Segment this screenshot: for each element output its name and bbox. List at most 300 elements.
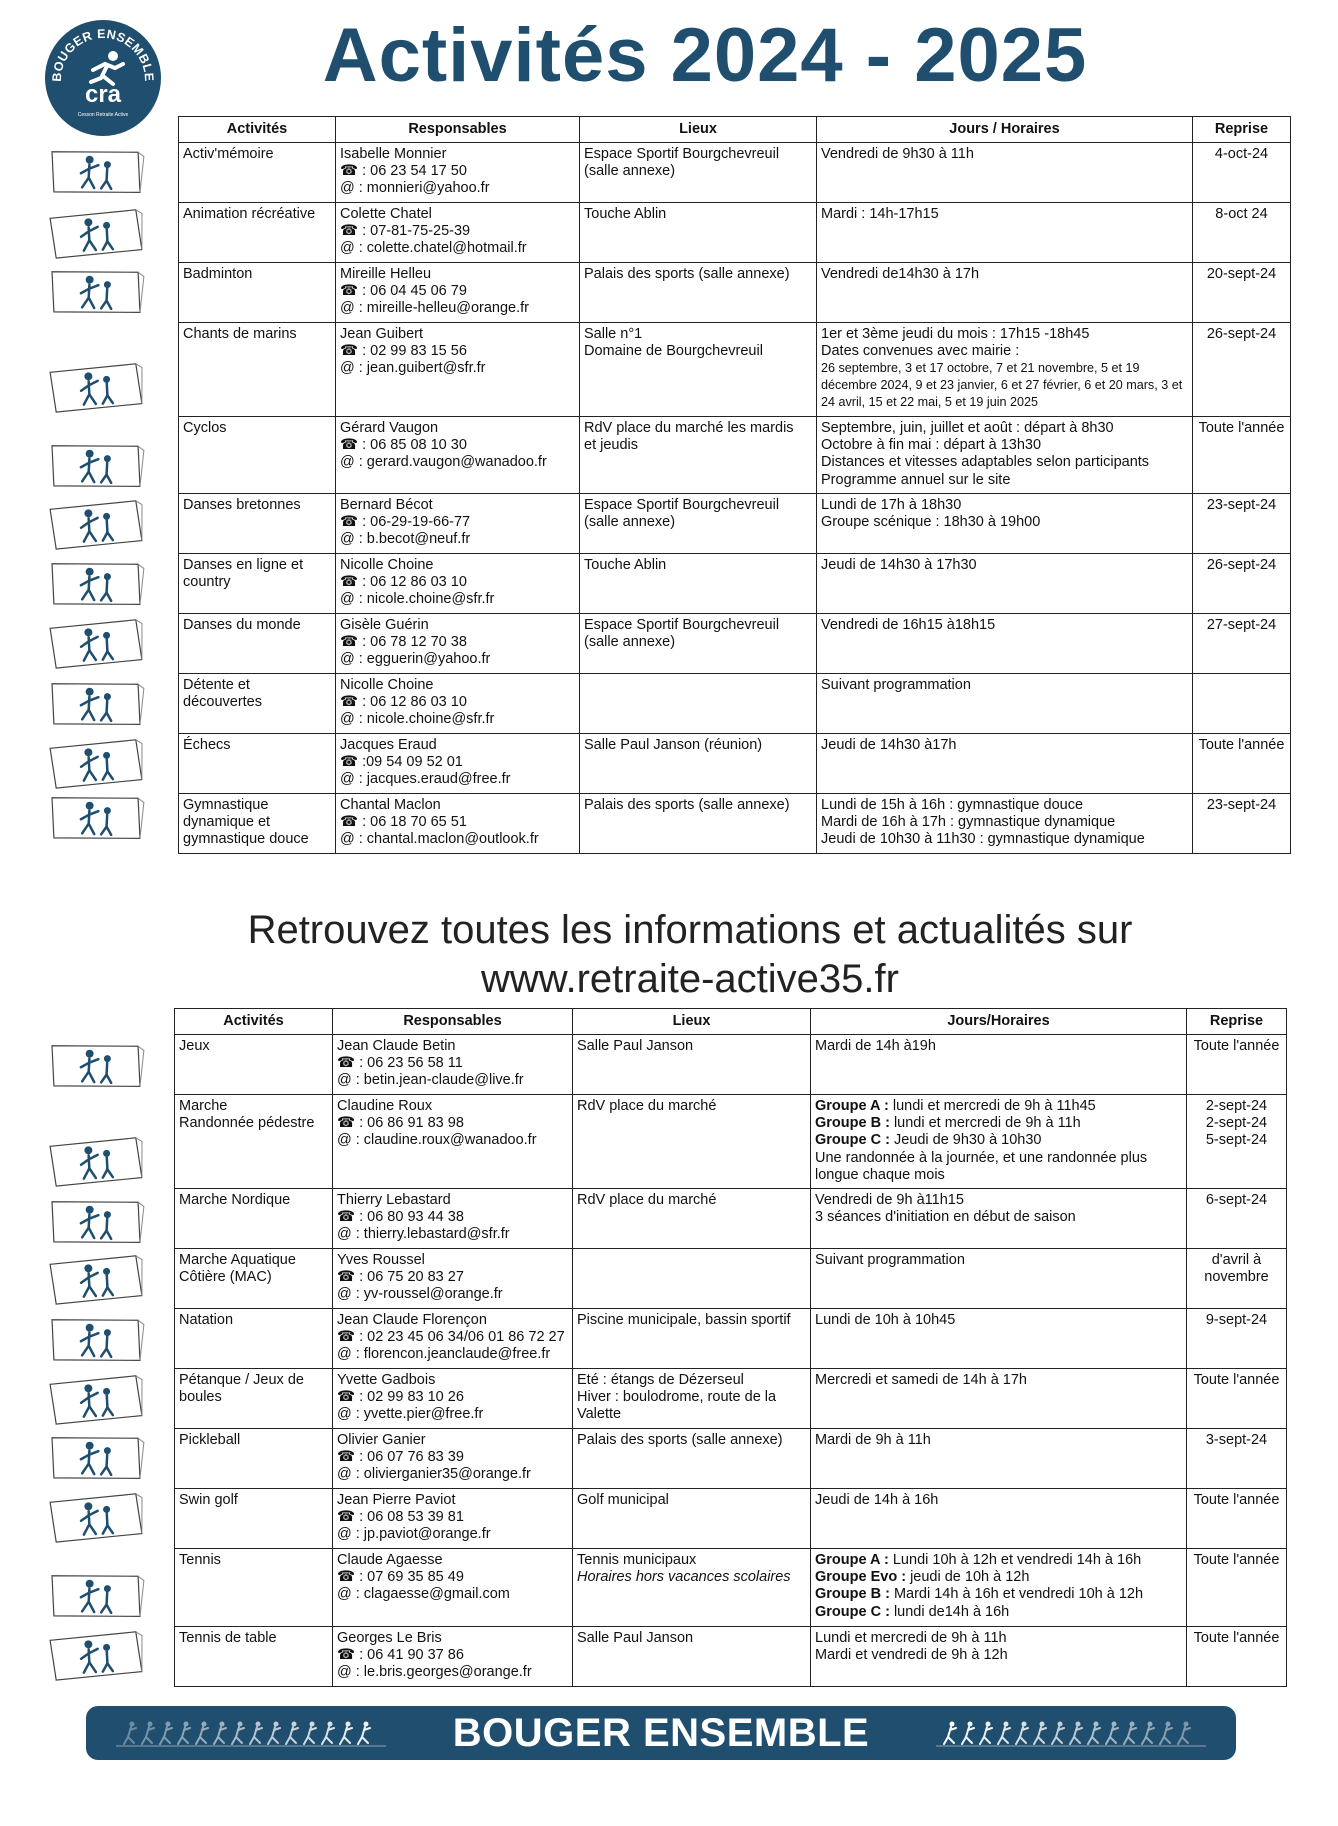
schedule-text: Mardi 14h à 16h et vendredi 10h à 12h [889, 1586, 1144, 1603]
cell-line: Salle Paul Janson (réunion) [584, 737, 763, 753]
cell-reprise [1193, 554, 1291, 614]
cell-reprise [1193, 674, 1291, 734]
table-row [179, 614, 1291, 674]
cell-line: Claudine Roux [337, 1098, 433, 1114]
cell-line: Touche Ablin [584, 206, 667, 222]
cell-jours [817, 614, 1193, 674]
table-row [175, 1035, 1287, 1095]
cell-line: gymnastique douce [183, 831, 309, 848]
cell-jours [811, 1095, 1187, 1189]
cell-line: Marche Nordique [179, 1192, 291, 1208]
logo-mark: cra [84, 81, 122, 108]
cell-line: Thierry Lebastard [337, 1192, 451, 1208]
cell-responsable [333, 1095, 573, 1189]
cell-line: Tennis [179, 1552, 221, 1568]
cell-lieu [573, 1627, 811, 1687]
cell-line: Salle Paul Janson [577, 1038, 694, 1054]
cell-responsable [336, 554, 580, 614]
cell-line: Bernard Bécot [340, 497, 433, 513]
cell-line: Espace Sportif Bourgchevreuil [584, 497, 780, 513]
cell-line: dynamique et [183, 814, 271, 831]
cell-line: Groupe scénique : 18h30 à 19h00 [821, 514, 1041, 531]
world-dance-icon [45, 618, 145, 670]
cell-line: @ : mireille-helleu@orange.fr [340, 300, 530, 317]
footer-banner [86, 1706, 1236, 1760]
cell-lieu [573, 1189, 811, 1249]
cell-reprise [1187, 1549, 1287, 1627]
cell-line: ☎ : 06-29-19-66-77 [340, 514, 471, 531]
table-row [179, 734, 1291, 794]
petanque-icon [45, 1374, 145, 1426]
cell-line: Horaires hors vacances scolaires [577, 1569, 791, 1586]
cell-jours [811, 1369, 1187, 1429]
cell-line: 27-sept-24 [1206, 617, 1277, 633]
cell-jours [811, 1627, 1187, 1687]
table-row [175, 1489, 1287, 1549]
cell-line: Jacques Eraud [340, 737, 437, 753]
cell-line: ☎ : 06 85 08 10 30 [340, 437, 467, 454]
cell-jours [817, 794, 1193, 854]
cell-line: (salle annexe) [584, 514, 676, 531]
cell-line: Isabelle Monnier [340, 146, 447, 162]
cell-line: 9-sept-24 [1205, 1312, 1268, 1328]
cell-jours [811, 1035, 1187, 1095]
cell-line [815, 1098, 1182, 1115]
cell-line: @ : claudine.roux@wanadoo.fr [337, 1132, 537, 1149]
schedule-text: Suivant programmation [815, 1252, 965, 1268]
cell-line: Tennis de table [179, 1630, 277, 1646]
cell-line: 23-sept-24 [1206, 497, 1277, 513]
cell-line: Programme annuel sur le site [821, 471, 1011, 488]
cell-line: @ : yv-roussel@orange.fr [337, 1286, 503, 1303]
cell-lieu [580, 794, 817, 854]
cell-reprise [1193, 143, 1291, 203]
cell-line: Mireille Helleu [340, 266, 432, 282]
table-row [175, 1309, 1287, 1369]
schedule-text: jeudi de 10h à 12h [906, 1569, 1030, 1586]
cell-responsable [333, 1309, 573, 1369]
cell-line: Palais des sports (salle annexe) [577, 1432, 783, 1448]
cell-line: Claude Agaesse [337, 1552, 443, 1568]
cell-lieu [580, 417, 817, 494]
cell-line: ☎ : 06 12 86 03 10 [340, 574, 467, 591]
table-row [179, 203, 1291, 263]
cell-lieu [580, 554, 817, 614]
cell-activite [179, 554, 336, 614]
cell-activite [179, 417, 336, 494]
cell-line: 24 avril, 15 et 22 mai, 5 et 19 juin 2025 [821, 395, 1039, 410]
cell-line: Natation [179, 1312, 234, 1328]
cell-line: 1er et 3ème jeudi du mois : 17h15 -18h45 [821, 326, 1090, 342]
cell-line: Marche Aquatique [179, 1252, 296, 1268]
header-jours: Jours/Horaires [811, 1009, 1187, 1035]
cell-line [815, 1132, 1182, 1149]
cell-responsable [333, 1429, 573, 1489]
cell-line: Espace Sportif Bourgchevreuil [584, 146, 780, 162]
schedule-text: Jeudi de 14h à 16h [815, 1492, 939, 1508]
cell-line: RdV place du marché [577, 1098, 717, 1114]
cell-activite [175, 1627, 333, 1687]
cell-line: Jean Pierre Paviot [337, 1492, 456, 1508]
cell-line: Palais des sports (salle annexe) [584, 797, 790, 813]
group-label: Groupe A : [815, 1552, 889, 1568]
table-row [175, 1627, 1287, 1687]
cell-reprise [1193, 323, 1291, 417]
cell-line: ☎ : 07-81-75-25-39 [340, 223, 471, 240]
cell-responsable [336, 734, 580, 794]
table-header-row [179, 117, 1291, 143]
cell-lieu [573, 1095, 811, 1189]
table-row [179, 554, 1291, 614]
logo-bottom-text: Cesson Retraite Active [77, 112, 129, 118]
cell-line [815, 1604, 1182, 1621]
cell-line: Golf municipal [577, 1492, 669, 1508]
cell-line: d'avril à [1211, 1252, 1262, 1268]
cell-line: ☎ : 02 99 83 10 26 [337, 1389, 464, 1406]
cell-line: Salle n°1 [584, 326, 643, 342]
cell-responsable [333, 1489, 573, 1549]
cell-line: Distances et vitesses adaptables selon participants [821, 454, 1150, 471]
cell-activite [179, 143, 336, 203]
cell-activite [179, 674, 336, 734]
table-row [175, 1095, 1287, 1189]
cell-line: @ : nicole.choine@sfr.fr [340, 591, 495, 608]
cell-line: ☎ : 06 04 45 06 79 [340, 283, 467, 300]
cell-line: Colette Chatel [340, 206, 432, 222]
cell-responsable [336, 614, 580, 674]
cell-reprise [1187, 1035, 1287, 1095]
header-jours: Jours / Horaires [817, 117, 1193, 143]
recreation-icon [45, 208, 145, 260]
cell-line: @ : monnieri@yahoo.fr [340, 180, 490, 197]
table-row [175, 1369, 1287, 1429]
cell-line [815, 1492, 1182, 1509]
cell-line: Jean Claude Florençon [337, 1312, 487, 1328]
cell-line: Toute l'année [1193, 1038, 1280, 1054]
cell-line: @ : jacques.eraud@free.fr [340, 771, 511, 788]
cell-jours [817, 734, 1193, 794]
schedule-text: lundi et mercredi de 9h à 11h45 [888, 1098, 1096, 1114]
schedule-text: 3 séances d'initiation en début de saison [815, 1209, 1076, 1226]
cell-jours [817, 203, 1193, 263]
cell-responsable [336, 794, 580, 854]
table-row [175, 1189, 1287, 1249]
cell-line: @ : florencon.jeanclaude@free.fr [337, 1346, 551, 1363]
cell-line: Septembre, juin, juillet et août : départ à 8h30 [821, 420, 1114, 436]
cell-activite [179, 494, 336, 554]
cell-line [815, 1586, 1182, 1603]
header-activites: Activités [175, 1009, 333, 1035]
cell-lieu [580, 263, 817, 323]
cell-line: Jeudi de 10h30 à 11h30 : gymnastique dynamique [821, 831, 1145, 848]
cell-line: ☎ : 06 18 70 65 51 [340, 814, 467, 831]
cell-line: Touche Ablin [584, 557, 667, 573]
memory-icon [45, 146, 145, 198]
cell-line: 4-oct-24 [1214, 146, 1269, 162]
cell-line: Danses en ligne et [183, 557, 304, 573]
schedule-text: Une randonnée à la journée, et une randonnée plus [815, 1149, 1148, 1166]
cell-line: ☎ : 06 23 54 17 50 [340, 163, 467, 180]
hiking-icon [45, 1136, 145, 1188]
schedule-text: Lundi 10h à 12h et vendredi 14h à 16h [888, 1552, 1142, 1568]
cell-line: Salle Paul Janson [577, 1630, 694, 1646]
cell-line: Eté : étangs de Dézerseul [577, 1372, 744, 1388]
cell-line: RdV place du marché les mardis [584, 420, 794, 436]
cell-jours [817, 143, 1193, 203]
cell-activite [175, 1429, 333, 1489]
swin-golf-icon [45, 1492, 145, 1544]
cell-line: Tennis municipaux [577, 1552, 697, 1568]
cell-line: @ : chantal.maclon@outlook.fr [340, 831, 539, 848]
group-label: Groupe B : [815, 1586, 890, 1603]
cell-reprise [1187, 1309, 1287, 1369]
schedule-text: Jeudi de 9h30 à 10h30 [889, 1132, 1042, 1149]
header-reprise: Reprise [1187, 1009, 1287, 1035]
table-header-row [175, 1009, 1287, 1035]
group-label: Groupe C : [815, 1603, 890, 1620]
cell-line: @ : clagaesse@gmail.com [337, 1586, 510, 1603]
cell-line [815, 1432, 1182, 1449]
cell-reprise [1193, 263, 1291, 323]
cell-activite [179, 614, 336, 674]
tennis-icon [45, 1570, 145, 1622]
cell-responsable [336, 143, 580, 203]
cell-line: Georges Le Bris [337, 1630, 442, 1646]
cell-line: 26-sept-24 [1206, 557, 1277, 573]
cell-line: 2-sept-24 [1205, 1115, 1268, 1132]
cell-activite [179, 734, 336, 794]
cell-line: Danses du monde [183, 617, 301, 633]
header-lieux: Lieux [573, 1009, 811, 1035]
cell-line: Mardi de 16h à 17h : gymnastique dynamique [821, 814, 1116, 831]
cell-line: novembre [1204, 1269, 1269, 1286]
cell-jours [811, 1309, 1187, 1369]
cell-line: Domaine de Bourgchevreuil [584, 343, 763, 360]
info-text: Retrouvez toutes les informations et actualités sur [247, 908, 1133, 952]
header-responsables: Responsables [333, 1009, 573, 1035]
cell-responsable [336, 417, 580, 494]
table-row [179, 143, 1291, 203]
cell-line: 2-sept-24 [1205, 1098, 1268, 1114]
cycling-icon [45, 440, 145, 492]
cell-line: Jean Claude Betin [337, 1038, 456, 1054]
cell-line: (salle annexe) [584, 634, 676, 651]
cell-line: ☎ :09 54 09 52 01 [340, 754, 463, 771]
cell-reprise [1193, 203, 1291, 263]
cell-line [815, 1552, 1182, 1569]
cell-line: Yvette Gadbois [337, 1372, 436, 1388]
cell-responsable [333, 1249, 573, 1309]
gymnastics-icon [45, 792, 145, 844]
cell-reprise [1187, 1189, 1287, 1249]
table-row [179, 674, 1291, 734]
cell-line: Toute l'année [1198, 737, 1285, 753]
cell-jours [817, 263, 1193, 323]
table-row [179, 494, 1291, 554]
cell-responsable [333, 1189, 573, 1249]
table-row [179, 323, 1291, 417]
cell-activite [175, 1189, 333, 1249]
table-row [175, 1249, 1287, 1309]
cell-line: Jeudi de 14h30 à17h [821, 737, 957, 753]
cell-line: @ : colette.chatel@hotmail.fr [340, 240, 527, 257]
group-label: Groupe A : [815, 1098, 889, 1114]
nordic-walking-icon [45, 1196, 145, 1248]
cell-line: Vendredi de 9h30 à 11h [821, 146, 974, 162]
cell-line: country [183, 574, 231, 591]
cell-line: Gérard Vaugon [340, 420, 439, 436]
cell-line: Détente et [183, 677, 250, 693]
cell-reprise [1193, 794, 1291, 854]
schedule-text: Vendredi de 9h à11h15 [815, 1192, 964, 1208]
website-link[interactable]: www.retraite-active35.fr [481, 957, 899, 1001]
cell-line: Valette [577, 1406, 622, 1423]
cell-lieu [573, 1489, 811, 1549]
cell-reprise [1187, 1489, 1287, 1549]
cell-reprise [1187, 1095, 1287, 1189]
cell-line: Nicolle Choine [340, 677, 434, 693]
cell-lieu [580, 614, 817, 674]
cell-line [815, 1038, 1182, 1055]
cell-line: Animation récréative [183, 206, 316, 222]
cell-responsable [336, 263, 580, 323]
cell-jours [811, 1249, 1187, 1309]
cell-line: ☎ : 06 78 12 70 38 [340, 634, 467, 651]
cell-line: Mardi : 14h-17h15 [821, 206, 939, 222]
cell-line: Vendredi de14h30 à 17h [821, 266, 980, 282]
cell-lieu [580, 143, 817, 203]
table-row [179, 417, 1291, 494]
cell-activite [175, 1095, 333, 1189]
cell-reprise [1193, 494, 1291, 554]
cell-line [815, 1372, 1182, 1389]
breton-dance-icon [45, 499, 145, 551]
page-title: Activités 2024 - 2025 [322, 13, 1088, 98]
cell-activite [175, 1549, 333, 1627]
cell-lieu [573, 1429, 811, 1489]
cell-line: Toute l'année [1193, 1552, 1280, 1568]
cell-lieu [580, 203, 817, 263]
cell-reprise [1193, 734, 1291, 794]
cell-line: @ : le.bris.georges@orange.fr [337, 1664, 532, 1681]
cell-jours [811, 1189, 1187, 1249]
schedule-text: Lundi de 10h à 10h45 [815, 1312, 956, 1328]
sailing-ship-icon [45, 362, 145, 414]
cell-line: Jean Guibert [340, 326, 424, 342]
cell-activite [175, 1035, 333, 1095]
cell-line: Swin golf [179, 1492, 238, 1508]
club-logo [43, 18, 163, 138]
cell-activite [175, 1489, 333, 1549]
table-row [175, 1429, 1287, 1489]
cell-line: décembre 2024, 9 et 23 janvier, 6 et 27 février, 6 et 20 mars, 3 et [821, 378, 1183, 393]
table-row [179, 794, 1291, 854]
cell-line: Toute l'année [1193, 1492, 1280, 1508]
cell-line: 26-sept-24 [1206, 326, 1277, 342]
cell-line: Jeudi de 14h30 à 17h30 [821, 557, 977, 573]
line-dance-icon [45, 558, 145, 610]
cell-line: ☎ : 06 75 20 83 27 [337, 1269, 464, 1286]
cell-line: @ : betin.jean-claude@live.fr [337, 1072, 524, 1089]
cell-line: (salle annexe) [584, 163, 676, 180]
cell-line: Activ'mémoire [183, 146, 274, 162]
cell-line: Chantal Maclon [340, 797, 441, 813]
cell-line [815, 1209, 1182, 1226]
cell-line: Suivant programmation [821, 677, 971, 693]
cell-line: Hiver : boulodrome, route de la [577, 1389, 777, 1406]
cell-jours [811, 1429, 1187, 1489]
cell-line: Olivier Ganier [337, 1432, 426, 1448]
cell-line: Cyclos [183, 420, 227, 436]
cell-lieu [573, 1549, 811, 1627]
cell-jours [817, 674, 1193, 734]
group-label: Groupe C : [815, 1132, 890, 1149]
header-reprise: Reprise [1193, 117, 1291, 143]
activities-table-1 [178, 116, 1291, 854]
cell-line: Nicolle Choine [340, 557, 434, 573]
travel-icon [45, 678, 145, 730]
cell-reprise [1187, 1429, 1287, 1489]
swimming-icon [45, 1314, 145, 1366]
cell-line: RdV place du marché [577, 1192, 717, 1208]
cell-lieu [573, 1369, 811, 1429]
cell-line: Octobre à fin mai : départ à 13h30 [821, 437, 1042, 454]
cell-line: Dates convenues avec mairie : [821, 343, 1020, 360]
cell-reprise [1193, 614, 1291, 674]
cell-reprise [1187, 1249, 1287, 1309]
cell-line: 6-sept-24 [1205, 1192, 1268, 1208]
cell-activite [179, 323, 336, 417]
cell-line [815, 1115, 1182, 1132]
cell-line: Toute l'année [1193, 1372, 1280, 1388]
cell-reprise [1187, 1627, 1287, 1687]
cell-line [815, 1312, 1182, 1329]
cell-line: Gymnastique [183, 797, 269, 813]
cell-line: @ : jean.guibert@sfr.fr [340, 360, 486, 377]
cell-line: Jeux [179, 1038, 210, 1054]
cell-line: Marche [179, 1098, 228, 1114]
cell-activite [179, 203, 336, 263]
cell-line: Badminton [183, 266, 253, 282]
cell-line: ☎ : 06 80 93 44 38 [337, 1209, 464, 1226]
cell-activite [179, 263, 336, 323]
schedule-text: Lundi et mercredi de 9h à 11h [815, 1630, 1007, 1646]
pickleball-icon [45, 1432, 145, 1484]
cell-responsable [336, 674, 580, 734]
schedule-text: Mercredi et samedi de 14h à 17h [815, 1372, 1027, 1388]
header-activites: Activités [179, 117, 336, 143]
cell-activite [175, 1309, 333, 1369]
schedule-text: Mardi de 14h à19h [815, 1038, 936, 1054]
cell-line: Lundi de 15h à 16h : gymnastique douce [821, 797, 1084, 813]
cell-line: ☎ : 06 41 90 37 86 [337, 1647, 464, 1664]
cell-line: ☎ : 07 69 35 85 49 [337, 1569, 464, 1586]
cell-line: Pétanque / Jeux de [179, 1372, 304, 1388]
cell-lieu [580, 323, 817, 417]
cell-jours [817, 494, 1193, 554]
cell-reprise [1187, 1369, 1287, 1429]
runners-right-icon [936, 1714, 1206, 1752]
cell-line: boules [179, 1389, 222, 1406]
cell-line: Gisèle Guérin [340, 617, 429, 633]
cell-line: Lundi de 17h à 18h30 [821, 497, 962, 513]
games-icon [45, 1040, 145, 1092]
cell-line [815, 1252, 1182, 1269]
cell-line: ☎ : 06 23 56 58 11 [337, 1055, 463, 1072]
schedule-text: Mardi et vendredi de 9h à 12h [815, 1647, 1008, 1664]
schedule-text: lundi et mercredi de 9h à 11h [889, 1115, 1081, 1132]
cell-line: Côtière (MAC) [179, 1269, 272, 1286]
